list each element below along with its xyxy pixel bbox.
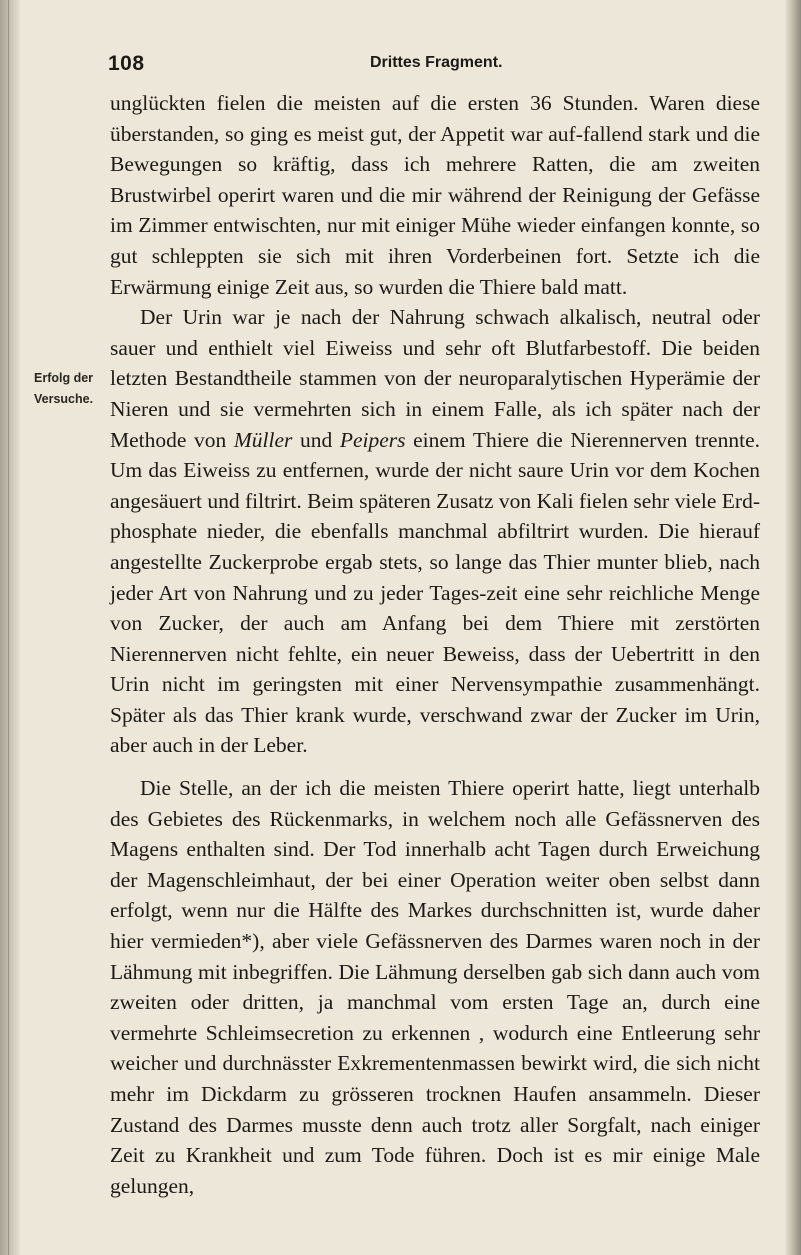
margin-note (34, 368, 106, 410)
paragraph-3: Die Stelle, an der ich die meisten Thiere operirt hatte, liegt unterhalb des Gebietes des Rückenmarks, in welchem noch alle Gefässnerven des Magens enthalten sind. Der Tod innerhalb acht Tagen durch Erweichung der Magenschleimhaut, der bei einer Operation weiter oben selbst dann erfolgt, wenn nur die Hälfte des Markes durchschnitten ist, wurde daher hier vermieden*), aber viele Gefässnerven des Darmes waren noch in der Lähmung mit inbegriffen. Die Lähmung derselben gab sich dann auch vom zweiten oder dritten, ja manchmal vom ersten Tage an, durch eine vermehrte Schleimsecretion zu erkennen , wodurch eine Entleerung sehr weicher und durchnässter Exkrementenmassen bewirkt wird, die sich nicht mehr im Dickdarm zu grösseren trocknen Haufen ansammeln. Dieser Zustand des Darmes musste denn auch trotz aller Sorgfalt, nach einiger Zeit zu Krankheit und zum Tode führen. Doch ist es mir einige Male gelungen, (110, 776, 760, 1198)
author-name-peipers: Peipers (339, 427, 406, 452)
paragraph-2-part-b: einem Thiere die Nierennerven trennte. Um das Eiweiss zu entfernen, wurde der nicht saure Urin vor dem Kochen angesäuert und filtrirt. Beim späteren Zusatz von Kali fielen sehr viele Erd-phosphate nieder, die ebenfalls manchmal abfiltrirt wurden. Die hierauf angestellte Zuckerprobe ergab stets, so lange das Thier munter blieb, nach jeder Art von Nahrung und zu jeder Tages-zeit eine sehr reichliche Menge von Zucker, der auch am Anfang bei dem Thiere mit zerstörten Nierennerven nicht fehlte, ein neuer Beweiss, dass der Uebertritt in den Urin nicht im geringsten mit einer Nervensympathie zusammenhängt. Später als das Thier krank wurde, verschwand zwar der Zucker im Urin, aber auch in der Leber. (110, 427, 760, 758)
page-edge-shadow (785, 0, 801, 1255)
paragraph-2 (110, 302, 760, 761)
book-spine-shadow (0, 0, 20, 1255)
page-number: 108 (108, 52, 145, 75)
paragraph-2-and: und (292, 427, 340, 452)
page-header (108, 52, 776, 76)
paragraph-1: unglückten fielen die meisten auf die ersten 36 Stunden. Waren diese überstanden, so ging es meist gut, der Appetit war auf-fallend stark und die Bewegungen so kräftig, dass ich mehrere Ratten, die am zweiten Brustwirbel operirt waren und die mir während der Reinigung der Gefässe im Zimmer entwischten, nur mit einiger Mühe wieder einfangen konnte, so gut schleppten sie sich mit ihren Vorderbeinen fort. Setzte ich die Erwärmung einige Zeit aus, so wurden die Thiere bald matt. (110, 91, 760, 299)
body-text (110, 88, 760, 1201)
margin-note-line-1: Erfolg der (34, 371, 94, 385)
margin-note-line-2: Versuche. (34, 392, 94, 406)
paragraph-2-part-a: Der Urin war je nach der Nahrung schwach alkalisch, neutral oder sauer und enthielt viel Eiweiss und sehr oft Blutfarbestoff. Die beiden letzten Bestandtheile stammen von der neuroparalytischen Hyperämie der Nieren und sie vermehrten sich in einem Falle, als ich später nach der Methode von (110, 305, 760, 452)
author-name-mueller: Müller (233, 427, 293, 452)
running-title: Drittes Fragment. (370, 54, 503, 71)
